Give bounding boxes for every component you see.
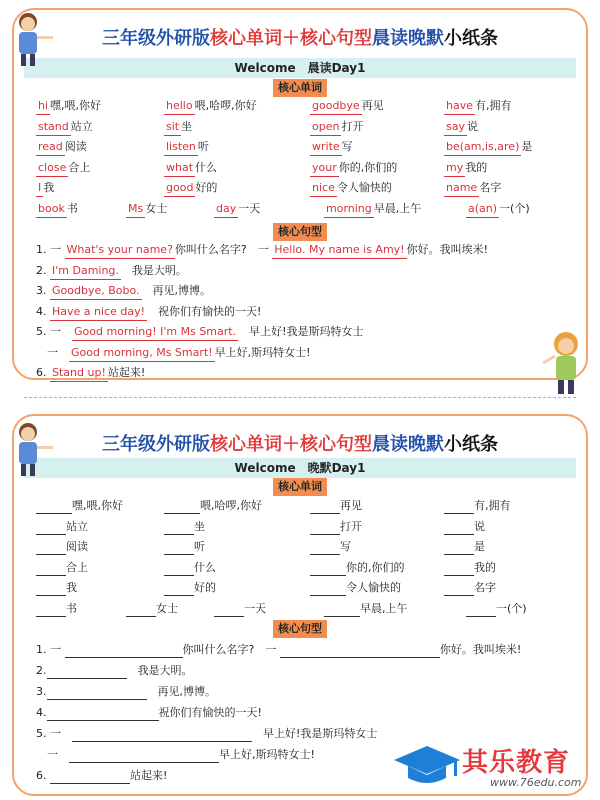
word-blank[interactable] xyxy=(324,605,360,617)
word-item xyxy=(36,560,88,576)
word-meaning: 你的,你们的 xyxy=(346,560,405,574)
sentence-item xyxy=(36,242,488,259)
sentence-meaning: 站起来! xyxy=(130,769,168,782)
word-blank[interactable] xyxy=(310,502,340,514)
word-item xyxy=(36,180,54,197)
word-blank[interactable] xyxy=(164,543,194,555)
word-blank[interactable] xyxy=(36,564,66,576)
brand-logo: 其乐教育 www.76edu.com xyxy=(392,740,598,796)
word-item xyxy=(310,519,362,535)
sentence-blank[interactable] xyxy=(65,646,183,658)
word-meaning: 说 xyxy=(466,119,478,133)
word-blank[interactable] xyxy=(310,564,346,576)
word-item xyxy=(214,201,260,218)
sentence-blank[interactable] xyxy=(47,688,147,700)
word-item xyxy=(444,580,496,596)
sentence-item xyxy=(36,283,211,300)
word-meaning: 我 xyxy=(43,181,55,194)
teacher-illustration xyxy=(8,10,56,72)
word-meaning: 书 xyxy=(66,201,78,215)
word-meaning: 好的 xyxy=(194,581,216,594)
word-blank[interactable] xyxy=(126,605,156,617)
evening-dictation-card xyxy=(12,414,588,796)
word-answer: Ms xyxy=(126,201,145,218)
sentence-blank[interactable] xyxy=(47,667,127,679)
word-answer: be(am,is,are) xyxy=(444,139,521,156)
word-blank[interactable] xyxy=(164,523,194,535)
word-item xyxy=(36,601,77,617)
word-blank[interactable] xyxy=(164,584,194,596)
word-blank[interactable] xyxy=(36,543,66,555)
sentence-answer: Hello. My name is Amy! xyxy=(272,242,406,259)
word-answer: your xyxy=(310,160,339,177)
day-header: Welcome 晚默Day1 xyxy=(24,458,576,478)
word-item xyxy=(164,580,216,596)
section-label-sentences: 核心句型 xyxy=(273,620,327,638)
word-item xyxy=(36,160,90,177)
word-meaning: 站立 xyxy=(66,519,88,533)
sentence-meaning: 再见,博博。 xyxy=(146,685,216,698)
word-meaning: 我的 xyxy=(465,160,488,174)
word-meaning: 你的,你们的 xyxy=(338,160,398,174)
card-title: 三年级外研版核心单词＋核心句型晨读晚默小纸条 xyxy=(102,434,498,455)
word-answer: nice xyxy=(310,180,337,197)
sentence-meaning: 早上好,斯玛特女士! xyxy=(219,748,315,761)
word-blank[interactable] xyxy=(36,502,72,514)
word-item xyxy=(324,601,408,617)
word-item xyxy=(164,498,262,514)
word-blank[interactable] xyxy=(310,584,346,596)
sentence-meaning: 你好。我叫埃米! xyxy=(439,643,522,656)
sentence-meaning: 我是大明。 xyxy=(120,263,187,277)
word-meaning: 站立 xyxy=(70,119,93,133)
word-blank[interactable] xyxy=(310,523,340,535)
sentence-number: 6. xyxy=(36,769,50,782)
morning-reading-card xyxy=(12,8,588,380)
sentence-answer: Stand up! xyxy=(50,365,108,382)
word-meaning: 是 xyxy=(521,140,533,153)
word-answer: read xyxy=(36,139,65,156)
sentence-answer: Have a nice day! xyxy=(50,304,147,321)
section-label-sentences: 核心句型 xyxy=(273,223,327,241)
word-meaning: 有,拥有 xyxy=(475,99,512,112)
word-meaning: 名字 xyxy=(474,581,496,594)
word-meaning: 嘿,喂,你好 xyxy=(50,99,102,112)
word-meaning: 打开 xyxy=(341,119,364,133)
word-meaning: 令人愉快的 xyxy=(336,181,392,194)
word-item xyxy=(214,601,266,617)
sentence-meaning: 你叫什么名字? 一 xyxy=(174,243,273,256)
sentence-item xyxy=(36,324,364,341)
word-item xyxy=(310,119,363,136)
sentence-meaning: 早上好,斯玛特女士! xyxy=(214,345,311,359)
word-meaning: 女士 xyxy=(145,201,168,215)
word-item xyxy=(126,601,178,617)
word-answer: day xyxy=(214,201,238,218)
sentence-meaning: 再见,博博。 xyxy=(141,284,212,297)
word-item xyxy=(310,160,397,177)
word-item xyxy=(444,560,496,576)
word-meaning: 早晨,上午 xyxy=(360,601,408,615)
word-meaning: 什么 xyxy=(195,160,218,174)
sentence-number: 1. 一 xyxy=(36,643,65,656)
word-item xyxy=(36,201,78,218)
sentence-answer: Good morning, Ms Smart! xyxy=(69,345,215,362)
word-meaning: 我 xyxy=(66,581,77,594)
section-label-words: 核心单词 xyxy=(273,79,327,97)
sentence-item xyxy=(36,663,193,679)
sentence-item xyxy=(36,684,216,700)
word-item xyxy=(444,139,532,156)
sentence-item xyxy=(36,726,377,742)
word-answer: goodbye xyxy=(310,98,362,115)
section-label-words: 核心单词 xyxy=(273,478,327,496)
word-item xyxy=(164,519,205,535)
word-meaning: 一(个) xyxy=(496,601,527,615)
word-meaning: 一(个) xyxy=(499,201,530,215)
word-item xyxy=(466,201,530,218)
sentence-meaning: 早上好!我是斯玛特女士 xyxy=(252,727,378,740)
teacher-illustration xyxy=(8,420,56,482)
sentence-meaning: 我是大明。 xyxy=(126,664,193,677)
word-blank[interactable] xyxy=(310,543,340,555)
word-meaning: 好的 xyxy=(195,181,218,194)
word-answer: a(an) xyxy=(466,201,499,218)
sentence-number: 一 xyxy=(36,345,69,359)
graduation-cap-icon xyxy=(392,740,462,790)
sentence-number: 1. 一 xyxy=(36,243,65,256)
word-item xyxy=(310,180,392,197)
word-meaning: 嘿,喂,你好 xyxy=(72,499,123,512)
word-meaning: 女士 xyxy=(156,601,178,615)
student-illustration xyxy=(540,330,592,400)
word-meaning: 什么 xyxy=(194,560,216,574)
word-item xyxy=(164,139,209,156)
word-item xyxy=(324,201,421,218)
cut-line xyxy=(24,397,576,398)
sentence-meaning: 早上好!我是斯玛特女士 xyxy=(238,325,364,338)
sentence-blank[interactable] xyxy=(280,646,440,658)
word-blank[interactable] xyxy=(444,584,474,596)
word-item xyxy=(444,498,511,514)
sentence-number: 6. xyxy=(36,366,50,379)
sentence-blank[interactable] xyxy=(47,709,159,721)
word-meaning: 听 xyxy=(194,540,205,553)
word-item xyxy=(310,498,362,514)
word-meaning: 一天 xyxy=(244,601,266,615)
word-meaning: 写 xyxy=(340,540,351,553)
sentence-number: 5. 一 xyxy=(36,325,72,338)
word-item xyxy=(36,519,88,535)
sentence-item xyxy=(36,642,521,658)
word-answer: close xyxy=(36,160,68,177)
word-meaning: 阅读 xyxy=(64,140,87,153)
word-meaning: 坐 xyxy=(181,119,193,133)
word-meaning: 打开 xyxy=(340,519,362,533)
sentence-meaning: 你好。我叫埃米! xyxy=(406,243,489,256)
word-meaning: 有,拥有 xyxy=(474,499,511,512)
word-answer: my xyxy=(444,160,465,177)
sentence-meaning: 祝你们有愉快的一天! xyxy=(158,706,262,719)
word-item xyxy=(444,160,487,177)
word-item xyxy=(36,539,88,555)
word-item xyxy=(310,98,384,115)
word-item xyxy=(310,539,351,555)
word-item xyxy=(310,580,401,596)
word-meaning: 是 xyxy=(474,540,485,553)
sentence-answer: What's your name? xyxy=(65,242,175,259)
sentence-number: 3. xyxy=(36,284,50,297)
word-answer: have xyxy=(444,98,475,115)
sentence-number: 一 xyxy=(36,748,69,761)
word-item xyxy=(36,498,123,514)
word-item xyxy=(466,601,527,617)
word-blank[interactable] xyxy=(466,605,496,617)
word-item xyxy=(36,98,101,115)
sentence-number: 2. xyxy=(36,263,50,277)
word-blank[interactable] xyxy=(444,543,474,555)
word-blank[interactable] xyxy=(214,605,244,617)
word-blank[interactable] xyxy=(444,564,474,576)
word-answer: book xyxy=(36,201,67,218)
sentence-meaning: 站起来! xyxy=(107,366,146,379)
word-item xyxy=(164,560,216,576)
word-meaning: 阅读 xyxy=(66,540,88,553)
word-item xyxy=(36,139,87,156)
word-item xyxy=(444,519,485,535)
word-answer: listen xyxy=(164,139,198,156)
sentence-number: 4. xyxy=(36,304,50,318)
word-blank[interactable] xyxy=(36,605,66,617)
sentence-answer: I'm Daming. xyxy=(50,263,121,280)
sentence-answer: Goodbye, Bobo. xyxy=(50,283,142,300)
word-item xyxy=(310,139,353,156)
word-answer: name xyxy=(444,180,479,197)
sentence-item xyxy=(36,304,261,321)
sentence-item xyxy=(36,705,262,721)
word-answer: sit xyxy=(164,119,181,136)
word-item xyxy=(164,160,217,177)
word-meaning: 一天 xyxy=(238,201,261,215)
word-meaning: 书 xyxy=(66,601,77,615)
word-item xyxy=(164,180,217,197)
card-title: 三年级外研版核心单词＋核心句型晨读晚默小纸条 xyxy=(102,28,498,49)
word-item xyxy=(126,201,167,218)
word-meaning: 名字 xyxy=(479,181,502,194)
word-answer: morning xyxy=(324,201,374,218)
word-blank[interactable] xyxy=(164,502,200,514)
sentence-meaning: 你叫什么名字? 一 xyxy=(182,643,280,656)
word-item xyxy=(444,180,501,197)
word-blank[interactable] xyxy=(36,584,66,596)
sentence-meaning: 祝你们有愉快的一天! xyxy=(147,304,262,318)
sentence-item xyxy=(36,747,315,763)
word-meaning: 听 xyxy=(197,140,209,153)
word-item xyxy=(164,119,192,136)
word-answer: hello xyxy=(164,98,195,115)
word-meaning: 坐 xyxy=(194,519,205,533)
word-item xyxy=(164,98,257,115)
word-item xyxy=(36,580,77,596)
word-item xyxy=(444,98,512,115)
word-item xyxy=(310,560,405,576)
word-meaning: 我的 xyxy=(474,560,496,574)
sentence-answer: Good morning! I'm Ms Smart. xyxy=(72,324,238,341)
word-answer: stand xyxy=(36,119,71,136)
sentence-number: 5. 一 xyxy=(36,727,72,740)
word-meaning: 喂,哈啰,你好 xyxy=(200,499,262,512)
word-item xyxy=(444,119,478,136)
word-item xyxy=(36,119,93,136)
sentence-item xyxy=(36,365,145,382)
word-item xyxy=(444,539,485,555)
word-meaning: 再见 xyxy=(340,499,362,512)
word-blank[interactable] xyxy=(444,502,474,514)
word-answer: good xyxy=(164,180,195,197)
word-meaning: 写 xyxy=(341,140,353,153)
sentence-blank[interactable] xyxy=(69,751,219,763)
word-meaning: 说 xyxy=(474,519,485,533)
day-header: Welcome 晨读Day1 xyxy=(24,58,576,78)
word-answer: hi xyxy=(36,98,50,115)
word-meaning: 早晨,上午 xyxy=(373,201,422,215)
word-meaning: 合上 xyxy=(68,160,91,174)
sentence-blank[interactable] xyxy=(72,730,252,742)
sentence-blank[interactable] xyxy=(50,772,130,784)
word-answer: I xyxy=(36,180,43,197)
word-meaning: 喂,哈啰,你好 xyxy=(194,99,257,112)
word-answer: say xyxy=(444,119,467,136)
word-blank[interactable] xyxy=(444,523,474,535)
sentence-number: 4. xyxy=(36,706,47,719)
word-blank[interactable] xyxy=(164,564,194,576)
word-blank[interactable] xyxy=(36,523,66,535)
word-answer: open xyxy=(310,119,341,136)
word-meaning: 再见 xyxy=(361,99,384,112)
word-answer: write xyxy=(310,139,342,156)
sentence-number: 2. xyxy=(36,664,47,677)
sentence-item xyxy=(36,768,167,784)
word-answer: what xyxy=(164,160,195,177)
word-meaning: 令人愉快的 xyxy=(346,581,401,594)
sentence-item xyxy=(36,345,311,362)
sentence-number: 3. xyxy=(36,685,47,698)
word-meaning: 合上 xyxy=(66,560,88,574)
sentence-item xyxy=(36,263,187,280)
word-item xyxy=(164,539,205,555)
